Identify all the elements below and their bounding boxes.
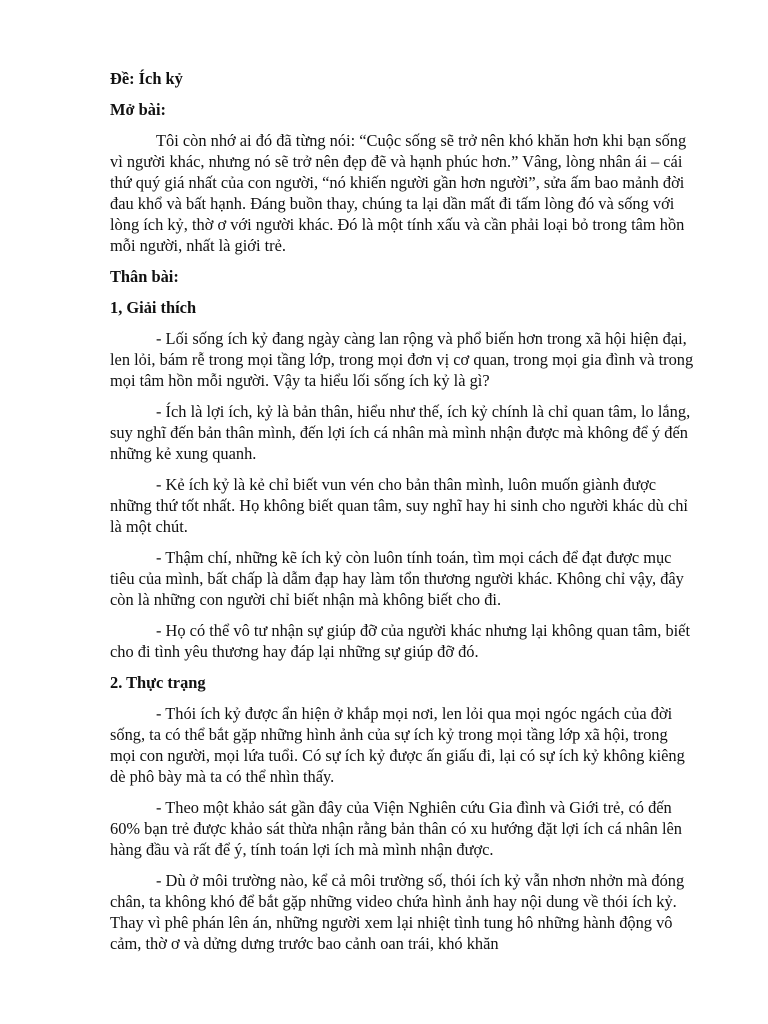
document-page [110, 68, 694, 964]
section-heading-explanation: 1, Giải thích [110, 298, 197, 317]
explanation-paragraph-3: - Kẻ ích kỷ là kẻ chỉ biết vun vén cho bản thân mình, luôn muốn giành được những thứ tốt nhất. Họ không biết quan tâm, suy nghĩ hay hi sinh cho người khác dù chỉ là một chút. [110, 475, 688, 536]
section-heading-reality: 2. Thực trạng [110, 673, 206, 692]
reality-paragraph-3: - Dù ở môi trường nào, kể cả môi trường số, thói ích kỷ vẫn nhơn nhởn mà đóng chân, ta không khó để bắt gặp những video chứa hình ảnh hay nội dung về thói ích kỷ. Thay vì phê phán lên án, những người xem lại nhiệt tình tung hô những hành động vô cảm, thờ ơ và dửng dưng trước bao cảnh oan trái, khó khăn [110, 871, 685, 953]
explanation-paragraph-4: - Thậm chí, những kẽ ích kỷ còn luôn tính toán, tìm mọi cách để đạt được mục tiêu của mình, bất chấp là dẫm đạp hay làm tổn thương người khác. Không chỉ vậy, đây còn là những con người chỉ biết nhận mà không biết cho đi. [110, 548, 684, 609]
reality-paragraph-1: - Thói ích kỷ được ẩn hiện ở khắp mọi nơi, len lỏi qua mọi ngóc ngách của đời sống, ta có thể bắt gặp những hình ảnh của sự ích kỷ trong mọi tầng lớp xã hội, trong mọi con người, mọi lứa tuổi. Có sự ích kỷ được ấn giấu đi, lại có sự ích kỷ không kiêng dè phô bày mà ta có thể nhìn thấy. [110, 704, 685, 786]
explanation-paragraph-2: - Ích là lợi ích, kỷ là bản thân, hiểu như thế, ích kỷ chính là chỉ quan tâm, lo lắng, suy nghĩ đến bản thân mình, đến lợi ích cá nhân mà mình nhận được mà không để ý đến những kẻ xung quanh. [110, 402, 691, 463]
explanation-paragraph-1: - Lối sống ích kỷ đang ngày càng lan rộng và phổ biến hơn trong xã hội hiện đại, len lỏi, bám rễ trong mọi tầng lớp, trong mọi đơn vị cơ quan, trong mọi gia đình và trong mọi tâm hồn mỗi người. Vậy ta hiểu lối sống ích kỷ là gì? [110, 329, 694, 390]
section-heading-body: Thân bài: [110, 267, 179, 286]
reality-paragraph-2: - Theo một khảo sát gần đây của Viện Nghiên cứu Gia đình và Giới trẻ, có đến 60% bạn trẻ được khảo sát thừa nhận rằng bản thân có xu hướng đặt lợi ích cá nhân lên hàng đầu và rất để ý, tính toán lợi ích mà mình nhận được. [110, 798, 682, 859]
section-heading-intro: Mở bài: [110, 100, 166, 119]
document-title: Đề: Ích kỷ [110, 69, 183, 88]
explanation-paragraph-5: - Họ có thể vô tư nhận sự giúp đỡ của người khác nhưng lại không quan tâm, biết cho đi tình yêu thương hay đáp lại những sự giúp đỡ đó. [110, 621, 691, 661]
intro-paragraph: Tôi còn nhớ ai đó đã từng nói: “Cuộc sống sẽ trở nên khó khăn hơn khi bạn sống vì người khác, nhưng nó sẽ trở nên đẹp đẽ và hạnh phúc hơn.” Vâng, lòng nhân ái – cái thứ quý giá nhất của con người, “nó khiến người gần hơn người”, sửa ấm bao mảnh đời đau khổ và bất hạnh. Đáng buồn thay, chúng ta lại dần mất đi tấm lòng đó và sống với lòng ích kỷ, thờ ơ với người khác. Đó là một tính xấu và cần phải loại bỏ trong tâm hồn mỗi người, nhất là giới trẻ. [110, 131, 687, 255]
